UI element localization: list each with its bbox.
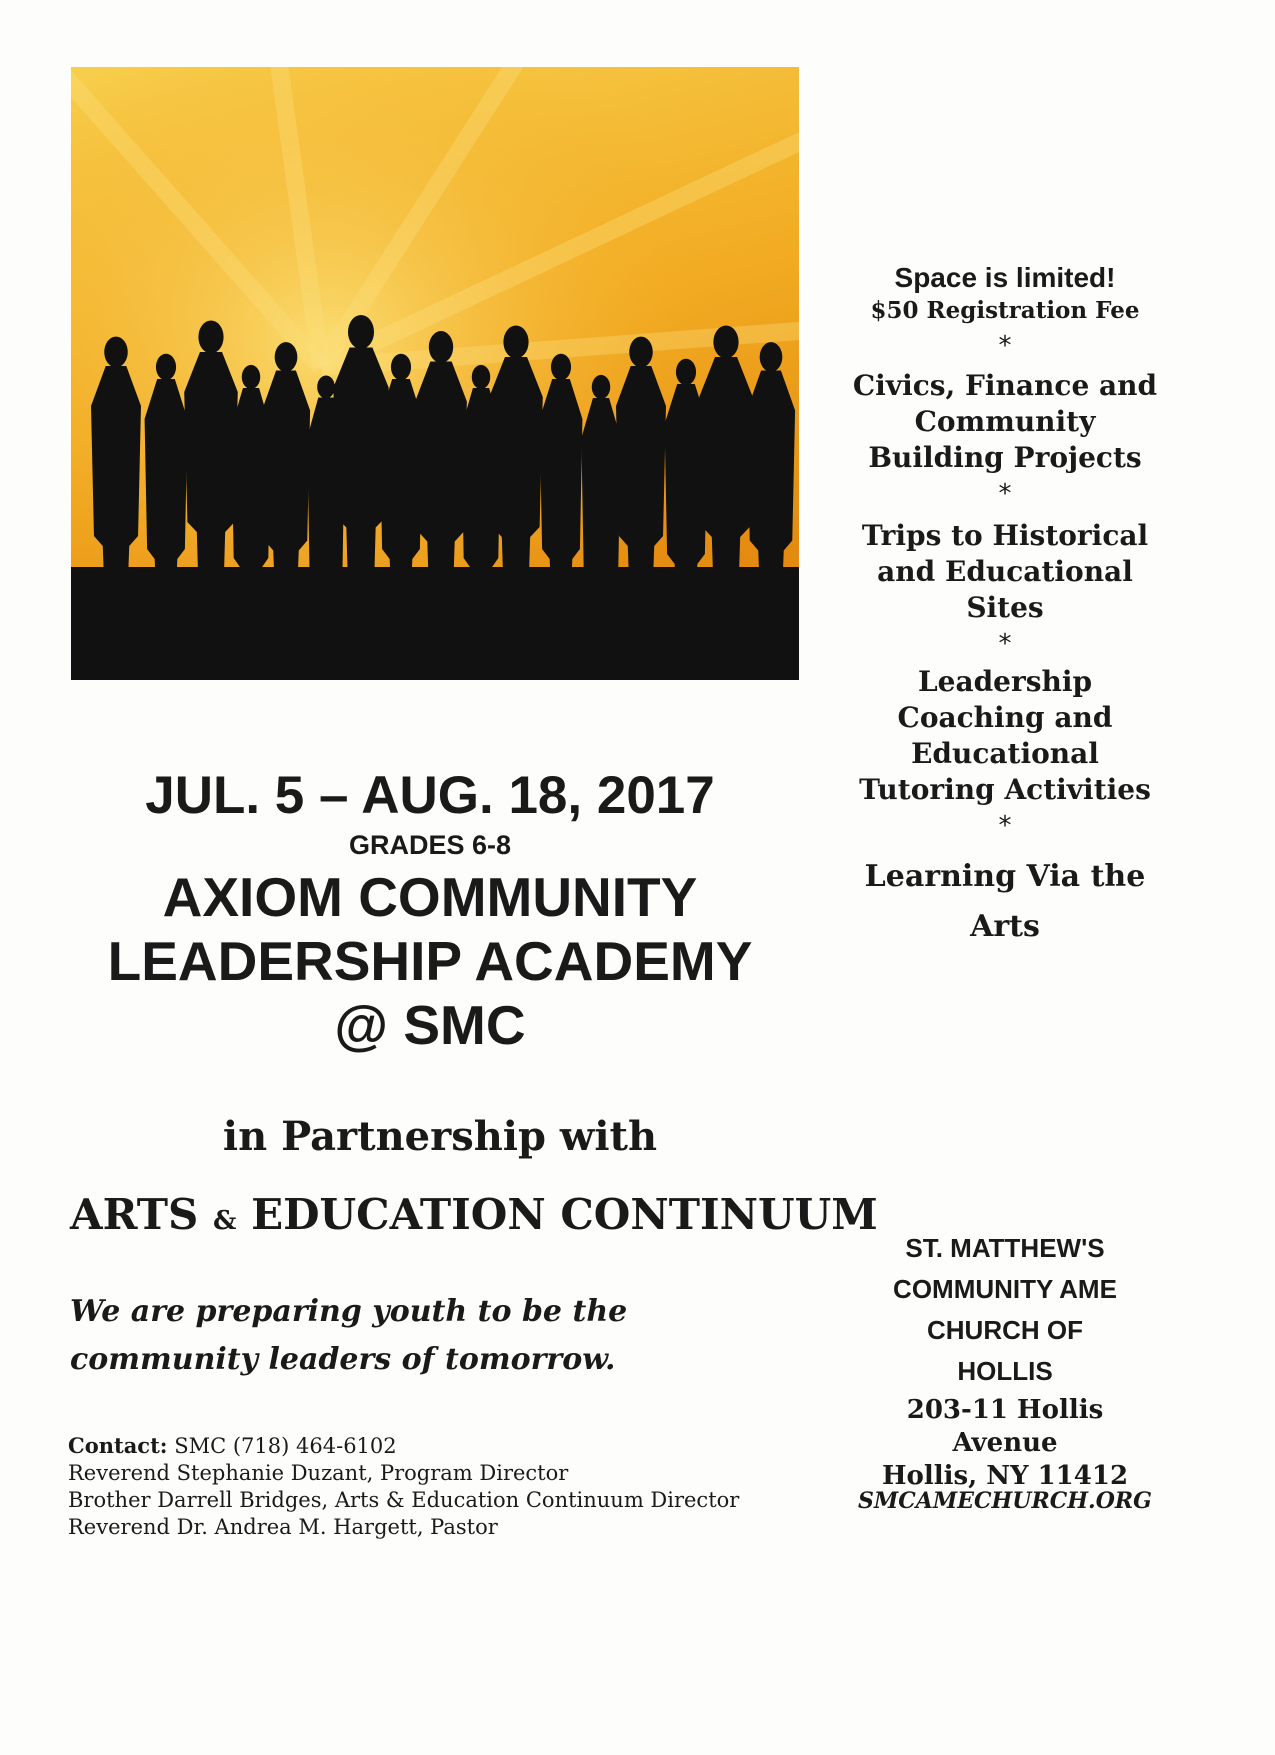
feature-line: Tutoring Activities bbox=[859, 773, 1151, 806]
church-website-link[interactable]: SMCAMECHURCH.ORG bbox=[858, 1488, 1152, 1514]
partner-name-amp: & bbox=[212, 1206, 237, 1236]
contact-phone: SMC (718) 464-6102 bbox=[174, 1434, 397, 1458]
church-name bbox=[850, 1228, 1160, 1392]
church-name-line: HOLLIS bbox=[957, 1356, 1053, 1386]
contact-person: Reverend Stephanie Duzant, Program Director bbox=[68, 1461, 569, 1485]
feature-leadership bbox=[850, 664, 1160, 808]
hero-image bbox=[71, 67, 799, 680]
event-title-line: @ SMC bbox=[334, 994, 526, 1056]
partnership-label: in Partnership with bbox=[222, 1113, 658, 1160]
feature-line: Community bbox=[914, 405, 1096, 438]
feature-line: Sites bbox=[966, 591, 1044, 624]
person-silhouette-head bbox=[391, 354, 411, 380]
feature-line: Learning Via the bbox=[864, 859, 1146, 894]
tagline-line: community leaders of tomorrow. bbox=[70, 1342, 616, 1377]
feature-line: Leadership bbox=[917, 665, 1093, 698]
person-silhouette-head bbox=[592, 375, 610, 399]
feature-line: Arts bbox=[970, 909, 1040, 944]
contact-label: Contact: bbox=[68, 1433, 168, 1458]
person-silhouette-head bbox=[429, 331, 453, 363]
feature-civics bbox=[850, 368, 1160, 476]
feature-line: Coaching and bbox=[897, 701, 1113, 734]
address-line: Hollis, NY 11412 bbox=[881, 1461, 1129, 1491]
person-silhouette-head bbox=[348, 315, 374, 349]
person-silhouette-head bbox=[503, 326, 528, 359]
feature-line: Educational bbox=[911, 737, 1099, 770]
separator-star: * bbox=[998, 479, 1012, 509]
church-name-line: COMMUNITY AME bbox=[893, 1274, 1117, 1304]
person-silhouette-head bbox=[275, 342, 298, 372]
church-name-line: CHURCH OF bbox=[927, 1315, 1083, 1345]
feature-line: Civics, Finance and bbox=[852, 369, 1158, 402]
person-silhouette-head bbox=[713, 326, 738, 359]
person-silhouette-head bbox=[198, 321, 223, 354]
person-silhouette-body bbox=[581, 398, 620, 587]
partner-name bbox=[70, 1190, 878, 1239]
event-title-line: AXIOM COMMUNITY bbox=[162, 866, 698, 928]
church-address bbox=[850, 1394, 1160, 1493]
event-title bbox=[40, 865, 820, 1057]
partner-name-part: EDUCATION CONTINUUM bbox=[251, 1190, 878, 1239]
person-silhouette-head bbox=[156, 354, 176, 380]
person-silhouette-head bbox=[472, 365, 490, 389]
feature-line: Trips to Historical bbox=[861, 519, 1149, 552]
features-sidebar bbox=[850, 262, 1160, 952]
person-silhouette-head bbox=[104, 337, 128, 368]
space-limited-notice: Space is limited! bbox=[894, 262, 1116, 293]
feature-arts bbox=[850, 852, 1160, 952]
feature-line: and Educational bbox=[877, 555, 1133, 588]
separator-star: * bbox=[998, 629, 1012, 659]
separator-star: * bbox=[998, 331, 1012, 361]
tagline bbox=[70, 1288, 790, 1384]
person-silhouette-head bbox=[760, 342, 783, 372]
separator-star: * bbox=[998, 811, 1012, 841]
person-silhouette-head bbox=[629, 337, 653, 368]
church-name-line: ST. MATTHEW'S bbox=[905, 1233, 1105, 1263]
contact-person: Reverend Dr. Andrea M. Hargett, Pastor bbox=[68, 1515, 498, 1539]
person-silhouette-head bbox=[551, 354, 571, 380]
registration-fee: $50 Registration Fee bbox=[870, 297, 1140, 324]
feature-trips bbox=[850, 518, 1160, 626]
contact-block bbox=[68, 1432, 739, 1541]
silhouette-group-illustration bbox=[71, 67, 799, 680]
person-silhouette-head bbox=[676, 359, 696, 385]
event-title-line: LEADERSHIP ACADEMY bbox=[107, 930, 753, 992]
contact-line bbox=[68, 1432, 739, 1460]
event-grades: GRADES 6-8 bbox=[348, 830, 512, 860]
person-silhouette-head bbox=[242, 365, 260, 389]
contact-person: Brother Darrell Bridges, Arts & Education Continuum Director bbox=[68, 1488, 740, 1512]
person-silhouette-head bbox=[317, 375, 335, 398]
tagline-line: We are preparing youth to be the bbox=[70, 1294, 628, 1329]
partner-name-part: ARTS bbox=[70, 1190, 199, 1239]
address-line: 203-11 Hollis Avenue bbox=[906, 1395, 1104, 1458]
event-dates: JUL. 5 – AUG. 18, 2017 bbox=[145, 766, 715, 825]
feature-line: Building Projects bbox=[868, 441, 1142, 474]
